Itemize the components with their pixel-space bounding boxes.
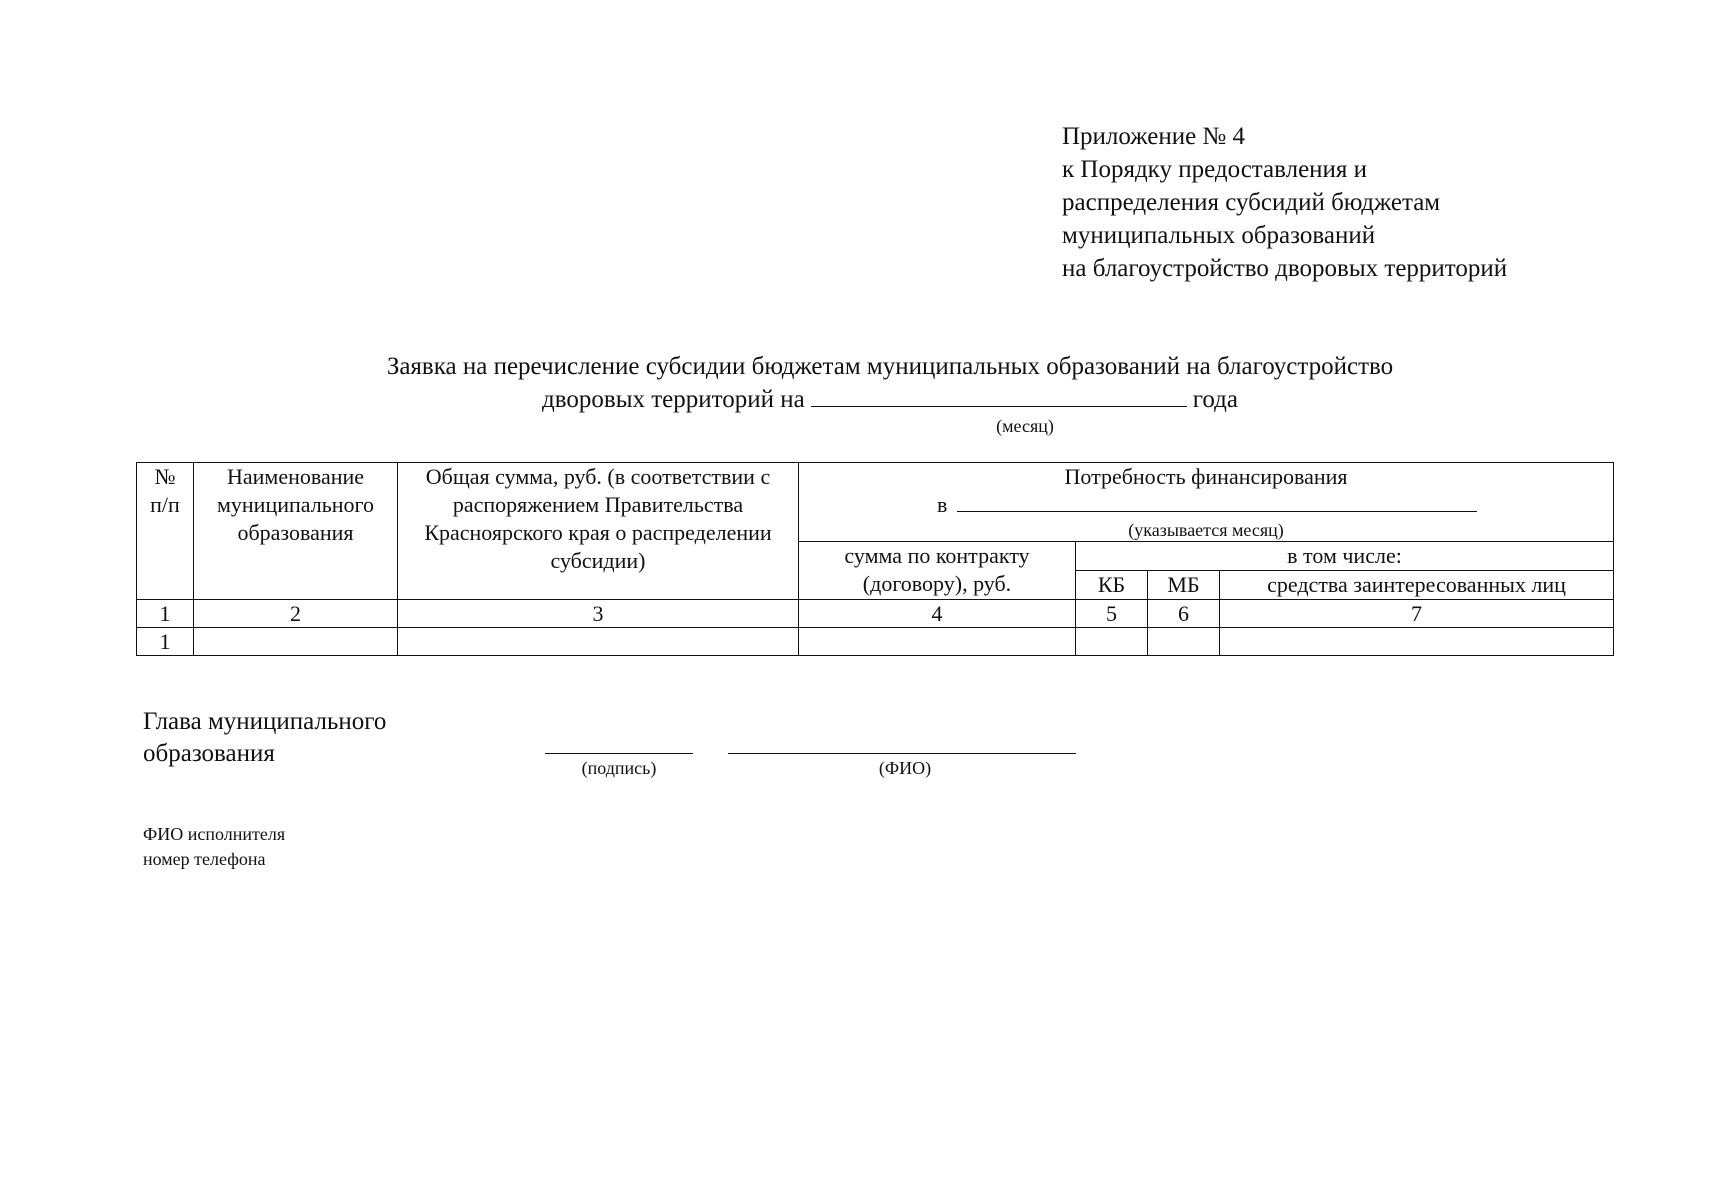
header-total: Общая сумма, руб. (в соответствии с распоряжением Правительства Красноярского края о распределении субсидии)	[398, 463, 799, 600]
appendix-line: муниципальных образований	[1062, 222, 1376, 249]
subsidy-table	[136, 462, 1614, 656]
table-cell	[398, 628, 799, 656]
title-line-2-suffix: года	[1192, 386, 1238, 413]
document-title	[0, 350, 1717, 416]
appendix-line: к Порядку предоставления и	[1062, 156, 1368, 183]
header-interested: средства заинтересованных лиц	[1220, 571, 1614, 600]
name-line	[728, 753, 1076, 754]
need-title: Потребность финансирования	[1064, 464, 1348, 489]
table-row	[137, 628, 1614, 656]
header-kb: КБ	[1076, 571, 1148, 600]
month-blank-line	[811, 384, 1187, 407]
need-month-blank	[957, 493, 1477, 512]
header-need	[799, 463, 1614, 542]
signature-caption: (подпись)	[581, 758, 657, 778]
need-in-row	[799, 491, 1613, 519]
appendix-line: на благоустройство дворовых территорий	[1062, 255, 1508, 282]
header-num: № п/п	[137, 463, 194, 600]
need-in-label: в	[937, 492, 948, 517]
column-number: 2	[194, 600, 398, 628]
header-contract: сумма по контракту (договору), руб.	[799, 542, 1076, 600]
table-cell	[194, 628, 398, 656]
appendix-line: Приложение № 4	[1062, 123, 1246, 150]
table-cell: 1	[137, 628, 194, 656]
executor-info	[143, 822, 285, 872]
column-number: 5	[1076, 600, 1148, 628]
month-caption: (месяц)	[996, 416, 1054, 436]
header-name: Наименование муниципального образования	[194, 463, 398, 600]
head-line-2: образования	[143, 740, 275, 767]
head-title	[143, 706, 386, 770]
column-number: 1	[137, 600, 194, 628]
table-cell	[799, 628, 1076, 656]
title-line-1: Заявка на перечисление субсидии бюджетам муниципальных образований на благоустройство	[386, 353, 1394, 380]
column-numbers-row	[137, 600, 1614, 628]
column-number: 6	[1148, 600, 1220, 628]
table-cell	[1148, 628, 1220, 656]
column-number: 3	[398, 600, 799, 628]
executor-name-label: ФИО исполнителя	[143, 824, 286, 844]
column-number: 4	[799, 600, 1076, 628]
table-cell	[1076, 628, 1148, 656]
column-number: 7	[1220, 600, 1614, 628]
appendix-header	[1062, 120, 1507, 285]
appendix-line: распределения субсидий бюджетам	[1062, 189, 1441, 216]
title-line-2-prefix: дворовых территорий на	[542, 386, 805, 413]
header-mb: МБ	[1148, 571, 1220, 600]
executor-phone-label: номер телефона	[143, 849, 266, 869]
table-cell	[1220, 628, 1614, 656]
need-caption: (указывается месяц)	[1128, 520, 1284, 540]
signature-line	[545, 753, 693, 754]
name-caption: (ФИО)	[878, 758, 932, 778]
header-including: в том числе:	[1076, 542, 1614, 571]
title-line-2	[0, 383, 1717, 416]
head-line-1: Глава муниципального	[143, 708, 387, 735]
